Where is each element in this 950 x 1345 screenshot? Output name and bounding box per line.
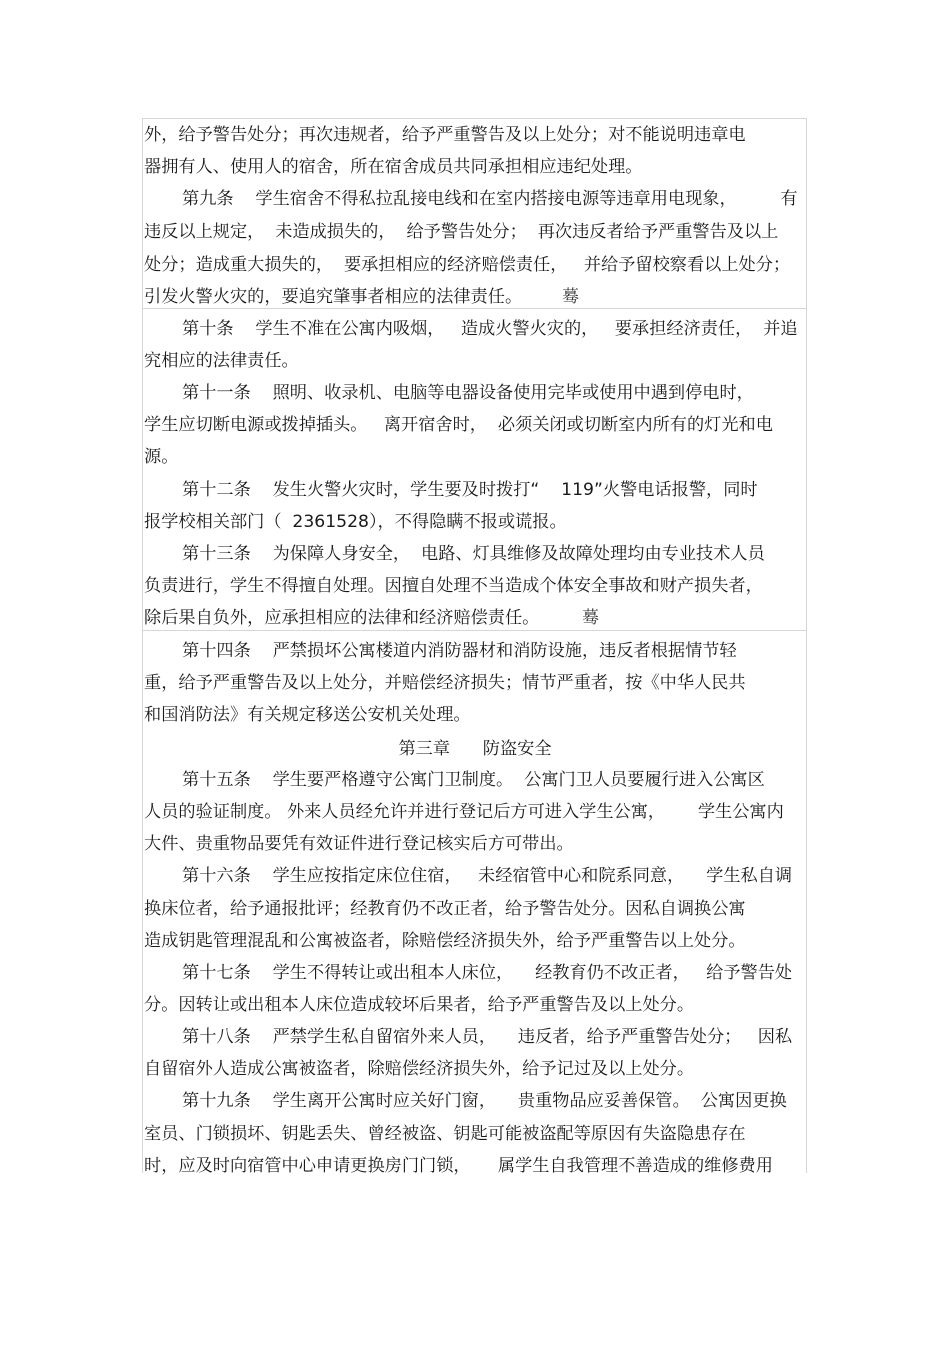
text-line: 和国消防法》有关规定移送公安机关处理。 <box>144 705 471 725</box>
article-15-line: 第十五条 学生要严格遵守公寓门卫制度。 公寓门卫人员要履行进入公寓区 <box>182 770 765 790</box>
article-18-line: 第十八条 严禁学生私自留宿外来人员， 违反者，给予严重警告处分； 因私 <box>182 1027 793 1047</box>
text-line: 负责进行，学生不得擅自处理。因擅自处理不当造成个体安全事故和财产损失者， <box>144 576 763 596</box>
scan-mark-glyph: 蓦 <box>582 608 599 628</box>
frame-left-border <box>142 118 143 1173</box>
text-line: 处分；造成重大损失的， 要承担相应的经济赔偿责任， 并给予留校察看以上处分； <box>144 255 791 275</box>
article-17-line: 第十七条 学生不得转让或出租本人床位， 经教育仍不改正者， 给予警告处 <box>182 963 793 983</box>
text-line: 换床位者，给予通报批评；经教育仍不改正者，给予警告处分。因私自调换公寓 <box>144 899 746 919</box>
text-line: 违反以上规定， 未造成损失的， 给予警告处分； 再次违反者给予严重警告及以上 <box>144 222 779 242</box>
text-line: 外，给予警告处分；再次违规者，给予严重警告及以上处分；对不能说明违章电 <box>144 125 746 145</box>
text-line: 除后果自负外，应承担相应的法律和经济赔偿责任。 <box>144 608 540 628</box>
text-line: 时，应及时向宿管中心申请更换房门门锁， 属学生自我管理不善造成的维修费用 <box>144 1156 773 1176</box>
scan-mark-glyph: 蓦 <box>562 287 579 307</box>
text-line: 自留宿外人造成公寓被盗者，除赔偿经济损失外，给予记过及以上处分。 <box>144 1059 695 1079</box>
article-13-line: 第十三条 为保障人身安全， 电路、灯具维修及故障处理均由专业技术人员 <box>182 544 765 564</box>
text-line: 重，给予严重警告及以上处分，并赔偿经济损失；情节严重者，按《中华人民共 <box>144 673 746 693</box>
text-line: 大件、贵重物品要凭有效证件进行登记核实后方可带出。 <box>144 834 574 854</box>
frame-right-border <box>806 118 807 1173</box>
scan-mark <box>582 605 622 631</box>
scan-mark <box>562 284 602 310</box>
chapter-heading: 第三章 防盗安全 <box>398 739 552 759</box>
text-line: 引发火警火灾的，要追究肇事者相应的法律责任。 <box>144 287 523 307</box>
text-line: 究相应的法律责任。 <box>144 351 299 371</box>
article-19-line: 第十九条 学生离开公寓时应关好门窗， 贵重物品应妥善保管。 公寓因更换 <box>182 1091 787 1111</box>
text-line: 源。 <box>144 447 179 467</box>
article-11-line: 第十一条 照明、收录机、电脑等电器设备使用完毕或使用中遇到停电时， <box>182 383 754 403</box>
text-line: 学生应切断电源或拨掉插头。 离开宿舍时， 必须关闭或切断室内所有的灯光和电 <box>144 415 773 435</box>
text-line: 分。因转让或出租本人床位造成较坏后果者，给予严重警告及以上处分。 <box>144 995 695 1015</box>
article-12-line: 第十二条 发生火警火灾时，学生要及时拨打“ 119”火警电话报警，同时 <box>182 480 758 500</box>
article-9-line: 第九条 学生宿舍不得私拉乱接电线和在室内搭接电源等违章用电现象， 有 <box>182 189 798 209</box>
article-16-line: 第十六条 学生应按指定床位住宿， 未经宿管中心和院系同意， 学生私自调 <box>182 866 793 886</box>
frame-top-border <box>142 118 807 119</box>
article-14-line: 第十四条 严禁损坏公寓楼道内消防器材和消防设施，违反者根据情节轻 <box>182 641 737 661</box>
text-line: 报学校相关部门（ 2361528），不得隐瞒不报或谎报。 <box>144 512 567 532</box>
article-10-line: 第十条 学生不准在公寓内吸烟， 造成火警火灾的， 要承担经济责任， 并追 <box>182 319 798 339</box>
text-line: 造成钥匙管理混乱和公寓被盗者，除赔偿经济损失外，给予严重警告以上处分。 <box>144 931 746 951</box>
text-line: 室员、门锁损坏、钥匙丢失、曾经被盗、钥匙可能被盗配等原因有失盗隐患存在 <box>144 1124 746 1144</box>
text-line: 人员的验证制度。 外来人员经允许并进行登记后方可进入学生公寓， 学生公寓内 <box>144 802 784 822</box>
text-line: 器拥有人、使用人的宿舍，所在宿舍成员共同承担相应违纪处理。 <box>144 157 643 177</box>
